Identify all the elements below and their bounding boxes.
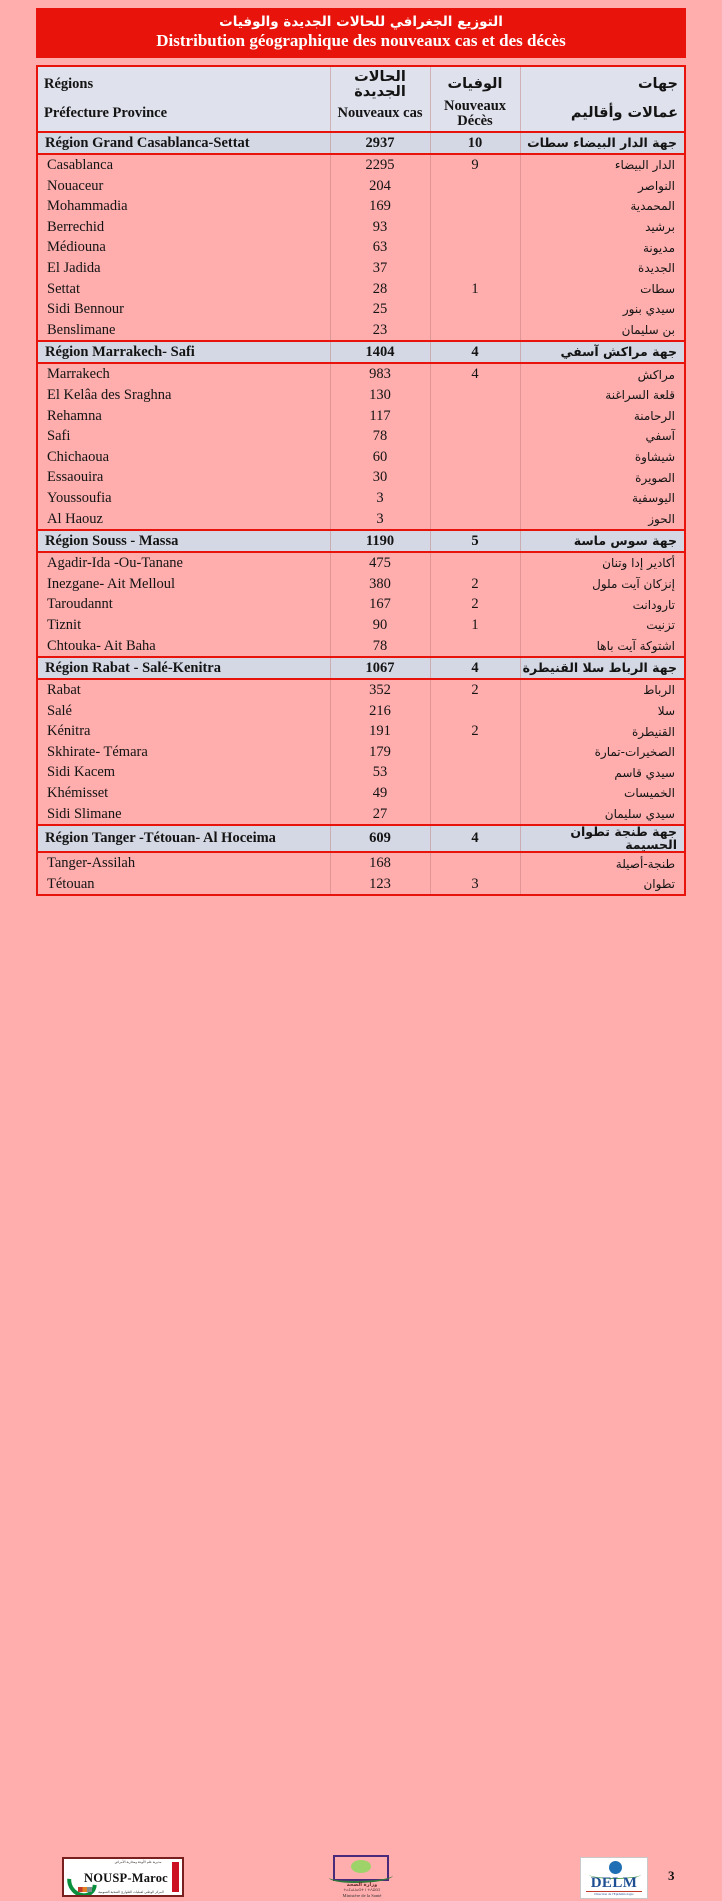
delm-logo-subtitle bbox=[583, 1892, 645, 1899]
province-new-cases: 3 bbox=[330, 488, 430, 509]
header-prefecture-label: Préfecture Province bbox=[38, 99, 330, 132]
province-name-french: Berrechid bbox=[38, 217, 330, 238]
region-total-deaths: 4 bbox=[430, 657, 520, 679]
province-new-cases: 204 bbox=[330, 176, 430, 197]
region-name-arabic: جهة الرباط سلا القنيطرة bbox=[520, 657, 684, 679]
province-new-deaths: 1 bbox=[430, 615, 520, 636]
province-new-cases: 191 bbox=[330, 721, 430, 742]
province-row bbox=[38, 467, 684, 488]
region-total-cases: 1067 bbox=[330, 657, 430, 679]
province-new-cases: 3 bbox=[330, 509, 430, 531]
region-summary-row bbox=[38, 825, 684, 852]
province-name-french: Sidi Kacem bbox=[38, 762, 330, 783]
province-name-french: Chichaoua bbox=[38, 447, 330, 468]
header-new-deaths-french bbox=[430, 99, 520, 132]
nousp-maroc-logo bbox=[62, 1857, 184, 1897]
province-new-deaths bbox=[430, 552, 520, 574]
province-name-arabic: سيدي سليمان bbox=[520, 804, 684, 826]
province-name-arabic: الحوز bbox=[520, 509, 684, 531]
province-row bbox=[38, 426, 684, 447]
province-row bbox=[38, 258, 684, 279]
province-name-arabic: تزنيت bbox=[520, 615, 684, 636]
province-new-deaths bbox=[430, 701, 520, 722]
header-new-cases-arabic: الحالات الجديدة bbox=[330, 67, 430, 99]
province-name-french: Skhirate- Témara bbox=[38, 742, 330, 763]
province-new-cases: 23 bbox=[330, 320, 430, 342]
province-row bbox=[38, 762, 684, 783]
province-new-deaths bbox=[430, 635, 520, 657]
province-new-deaths bbox=[430, 742, 520, 763]
province-name-arabic: سطات bbox=[520, 279, 684, 300]
page-title-french: Distribution géographique des nouveaux cas et des décès bbox=[156, 31, 566, 51]
province-name-french: Agadir-Ida -Ou-Tanane bbox=[38, 552, 330, 574]
province-name-french: Tétouan bbox=[38, 874, 330, 895]
province-new-deaths bbox=[430, 406, 520, 427]
province-new-deaths: 3 bbox=[430, 874, 520, 895]
delm-subtitle-line2: et de Lutte contre les Maladies bbox=[593, 1896, 635, 1899]
province-name-arabic: الصويرة bbox=[520, 467, 684, 488]
province-new-deaths: 2 bbox=[430, 594, 520, 615]
province-row bbox=[38, 679, 684, 701]
page-title-arabic: التوزيع الجغرافي للحالات الجديدة والوفيات bbox=[219, 13, 503, 30]
province-new-cases: 37 bbox=[330, 258, 430, 279]
province-row bbox=[38, 363, 684, 385]
province-row bbox=[38, 742, 684, 763]
province-name-arabic: مديونة bbox=[520, 237, 684, 258]
province-new-deaths bbox=[430, 467, 520, 488]
province-name-arabic: الرحامنة bbox=[520, 406, 684, 427]
province-name-french: Rabat bbox=[38, 679, 330, 701]
province-row bbox=[38, 154, 684, 176]
region-summary-row bbox=[38, 341, 684, 363]
province-name-french: Tanger-Assilah bbox=[38, 852, 330, 874]
province-new-deaths bbox=[430, 762, 520, 783]
region-name-arabic: جهة الدار البيضاء سطات bbox=[520, 132, 684, 154]
province-new-deaths bbox=[430, 447, 520, 468]
province-name-french: Khémisset bbox=[38, 783, 330, 804]
province-name-french: Settat bbox=[38, 279, 330, 300]
region-name-french: Région Marrakech- Safi bbox=[38, 341, 330, 363]
page-number: 3 bbox=[668, 1868, 675, 1883]
province-row bbox=[38, 574, 684, 595]
province-new-cases: 63 bbox=[330, 237, 430, 258]
province-name-arabic: اشتوكة آيت باها bbox=[520, 635, 684, 657]
region-total-cases: 1404 bbox=[330, 341, 430, 363]
header-prefecture-arabic: عمالات وأقاليم bbox=[520, 99, 684, 132]
province-new-cases: 2295 bbox=[330, 154, 430, 176]
province-new-cases: 49 bbox=[330, 783, 430, 804]
province-new-cases: 78 bbox=[330, 635, 430, 657]
province-new-deaths bbox=[430, 509, 520, 531]
province-name-arabic: برشيد bbox=[520, 217, 684, 238]
province-new-deaths bbox=[430, 299, 520, 320]
province-row bbox=[38, 447, 684, 468]
province-new-cases: 352 bbox=[330, 679, 430, 701]
delm-subtitle-line1: Direction de l'Epidémiologie bbox=[594, 1892, 634, 1896]
table-header-row-bottom bbox=[38, 99, 684, 132]
province-name-arabic: قلعة السراغنة bbox=[520, 385, 684, 406]
province-name-arabic: الرباط bbox=[520, 679, 684, 701]
province-name-arabic: الصخيرات-تمارة bbox=[520, 742, 684, 763]
province-new-cases: 380 bbox=[330, 574, 430, 595]
header-new-cases-french: Nouveaux cas bbox=[330, 99, 430, 132]
province-row bbox=[38, 615, 684, 636]
province-name-french: Rehamna bbox=[38, 406, 330, 427]
province-name-french: Essaouira bbox=[38, 467, 330, 488]
region-name-arabic: جهة طنجة تطوان الحسيمة bbox=[520, 825, 684, 852]
region-summary-row bbox=[38, 657, 684, 679]
province-new-deaths: 1 bbox=[430, 279, 520, 300]
province-new-deaths: 2 bbox=[430, 721, 520, 742]
province-row bbox=[38, 852, 684, 874]
region-name-french: Région Souss - Massa bbox=[38, 530, 330, 552]
region-total-deaths: 4 bbox=[430, 341, 520, 363]
region-name-french: Région Grand Casablanca-Settat bbox=[38, 132, 330, 154]
region-name-french: Région Rabat - Salé-Kenitra bbox=[38, 657, 330, 679]
province-row bbox=[38, 594, 684, 615]
ministry-of-health-logo bbox=[325, 1855, 399, 1901]
province-row bbox=[38, 279, 684, 300]
province-name-arabic: بن سليمان bbox=[520, 320, 684, 342]
table-header-row-top bbox=[38, 67, 684, 99]
province-new-cases: 167 bbox=[330, 594, 430, 615]
header-regions-label: Régions bbox=[38, 67, 330, 99]
province-row bbox=[38, 196, 684, 217]
province-name-french: Kénitra bbox=[38, 721, 330, 742]
nousp-logo-dots bbox=[78, 1887, 92, 1892]
province-name-french: Sidi Slimane bbox=[38, 804, 330, 826]
province-new-deaths bbox=[430, 852, 520, 874]
province-name-french: Youssoufia bbox=[38, 488, 330, 509]
province-new-cases: 179 bbox=[330, 742, 430, 763]
province-name-french: Sidi Bennour bbox=[38, 299, 330, 320]
province-new-cases: 53 bbox=[330, 762, 430, 783]
province-new-cases: 983 bbox=[330, 363, 430, 385]
province-name-french: El Kelâa des Sraghna bbox=[38, 385, 330, 406]
province-new-cases: 123 bbox=[330, 874, 430, 895]
province-new-deaths: 2 bbox=[430, 574, 520, 595]
province-new-cases: 216 bbox=[330, 701, 430, 722]
province-new-cases: 117 bbox=[330, 406, 430, 427]
region-name-arabic: جهة سوس ماسة bbox=[520, 530, 684, 552]
province-name-french: Marrakech bbox=[38, 363, 330, 385]
ministry-logo-amazigh: ⵜⴰⵎⴰⵡⴰⵙⵜ ⵏ ⵜⴷⵓⵙⵉ bbox=[343, 1888, 381, 1892]
province-name-french: El Jadida bbox=[38, 258, 330, 279]
province-name-arabic: اليوسفية bbox=[520, 488, 684, 509]
province-new-cases: 60 bbox=[330, 447, 430, 468]
table-body bbox=[38, 67, 684, 894]
header-new-deaths-french-l2: Décès bbox=[457, 112, 493, 129]
province-row bbox=[38, 237, 684, 258]
province-name-arabic: القنيطرة bbox=[520, 721, 684, 742]
header-regions-arabic: جهات bbox=[520, 67, 684, 99]
province-name-arabic: الخميسات bbox=[520, 783, 684, 804]
province-name-arabic: أكادير إدا وتنان bbox=[520, 552, 684, 574]
province-new-deaths bbox=[430, 488, 520, 509]
province-new-deaths bbox=[430, 176, 520, 197]
province-row bbox=[38, 176, 684, 197]
province-new-deaths bbox=[430, 320, 520, 342]
province-new-deaths bbox=[430, 196, 520, 217]
province-row bbox=[38, 406, 684, 427]
nousp-logo-red-bar bbox=[172, 1862, 179, 1892]
province-name-arabic: إنزكان آيت ملول bbox=[520, 574, 684, 595]
province-row bbox=[38, 488, 684, 509]
province-new-cases: 90 bbox=[330, 615, 430, 636]
region-total-cases: 609 bbox=[330, 825, 430, 852]
delm-logo bbox=[580, 1857, 648, 1899]
province-row bbox=[38, 320, 684, 342]
province-name-french: Chtouka- Ait Baha bbox=[38, 635, 330, 657]
province-name-arabic: تارودانت bbox=[520, 594, 684, 615]
province-row bbox=[38, 701, 684, 722]
province-row bbox=[38, 874, 684, 895]
region-summary-row bbox=[38, 530, 684, 552]
province-row bbox=[38, 635, 684, 657]
province-name-french: Salé bbox=[38, 701, 330, 722]
province-new-cases: 168 bbox=[330, 852, 430, 874]
province-new-deaths: 4 bbox=[430, 363, 520, 385]
delm-logo-acronym: DELM bbox=[590, 1875, 638, 1891]
header-new-deaths-arabic: الوفيات bbox=[430, 67, 520, 99]
province-new-deaths bbox=[430, 237, 520, 258]
ministry-logo-arabic: وزارة الصحة bbox=[346, 1882, 378, 1888]
province-new-deaths: 2 bbox=[430, 679, 520, 701]
province-new-cases: 93 bbox=[330, 217, 430, 238]
region-name-arabic: جهة مراكش آسفي bbox=[520, 341, 684, 363]
region-total-cases: 2937 bbox=[330, 132, 430, 154]
province-name-arabic: آسفي bbox=[520, 426, 684, 447]
region-total-deaths: 10 bbox=[430, 132, 520, 154]
province-name-french: Casablanca bbox=[38, 154, 330, 176]
province-new-cases: 169 bbox=[330, 196, 430, 217]
region-total-cases: 1190 bbox=[330, 530, 430, 552]
province-name-arabic: مراكش bbox=[520, 363, 684, 385]
province-new-deaths bbox=[430, 804, 520, 826]
province-new-deaths bbox=[430, 258, 520, 279]
province-name-arabic: سلا bbox=[520, 701, 684, 722]
province-new-cases: 28 bbox=[330, 279, 430, 300]
table-grid bbox=[38, 67, 684, 894]
footer bbox=[0, 925, 722, 1899]
province-name-arabic: النواصر bbox=[520, 176, 684, 197]
province-new-cases: 78 bbox=[330, 426, 430, 447]
province-name-arabic: شيشاوة bbox=[520, 447, 684, 468]
region-total-deaths: 5 bbox=[430, 530, 520, 552]
province-row bbox=[38, 783, 684, 804]
distribution-table bbox=[36, 65, 686, 896]
province-new-cases: 27 bbox=[330, 804, 430, 826]
province-row bbox=[38, 509, 684, 531]
region-summary-row bbox=[38, 132, 684, 154]
province-row bbox=[38, 804, 684, 826]
province-new-cases: 130 bbox=[330, 385, 430, 406]
header-new-deaths-french-l1: Nouveaux bbox=[443, 98, 507, 114]
province-new-deaths bbox=[430, 385, 520, 406]
province-new-deaths bbox=[430, 783, 520, 804]
province-new-cases: 30 bbox=[330, 467, 430, 488]
province-name-arabic: الجديدة bbox=[520, 258, 684, 279]
province-new-deaths bbox=[430, 426, 520, 447]
province-name-arabic: الدار البيضاء bbox=[520, 154, 684, 176]
province-name-arabic: سيدي بنور bbox=[520, 299, 684, 320]
province-row bbox=[38, 217, 684, 238]
province-name-french: Inezgane- Ait Melloul bbox=[38, 574, 330, 595]
province-name-arabic: طنجة-أصيلة bbox=[520, 852, 684, 874]
region-total-deaths: 4 bbox=[430, 825, 520, 852]
province-name-french: Safi bbox=[38, 426, 330, 447]
nousp-logo-bottom-text: المركز الوطني لعمليات الطوارئ الصحية العمومية bbox=[98, 1889, 164, 1894]
province-name-french: Al Haouz bbox=[38, 509, 330, 531]
province-name-french: Mohammadia bbox=[38, 196, 330, 217]
region-name-french: Région Tanger -Tétouan- Al Hoceima bbox=[38, 825, 330, 852]
province-name-arabic: المحمدية bbox=[520, 196, 684, 217]
province-name-french: Médiouna bbox=[38, 237, 330, 258]
province-new-cases: 475 bbox=[330, 552, 430, 574]
title-banner bbox=[36, 8, 686, 58]
province-name-arabic: تطوان bbox=[520, 874, 684, 895]
province-row bbox=[38, 385, 684, 406]
province-row bbox=[38, 552, 684, 574]
province-new-cases: 25 bbox=[330, 299, 430, 320]
province-row bbox=[38, 299, 684, 320]
province-name-french: Tiznit bbox=[38, 615, 330, 636]
province-new-deaths bbox=[430, 217, 520, 238]
province-name-arabic: سيدي قاسم bbox=[520, 762, 684, 783]
province-name-french: Taroudannt bbox=[38, 594, 330, 615]
province-name-french: Benslimane bbox=[38, 320, 330, 342]
ministry-logo-french: Ministère de la Santé bbox=[342, 1893, 382, 1898]
province-new-deaths: 9 bbox=[430, 154, 520, 176]
nousp-logo-top-text: مديرية علم الأوبئة ومحاربة الأمراض bbox=[114, 1860, 162, 1864]
nousp-logo-label: NOUSP-Maroc bbox=[84, 1871, 168, 1885]
province-row bbox=[38, 721, 684, 742]
province-name-french: Nouaceur bbox=[38, 176, 330, 197]
